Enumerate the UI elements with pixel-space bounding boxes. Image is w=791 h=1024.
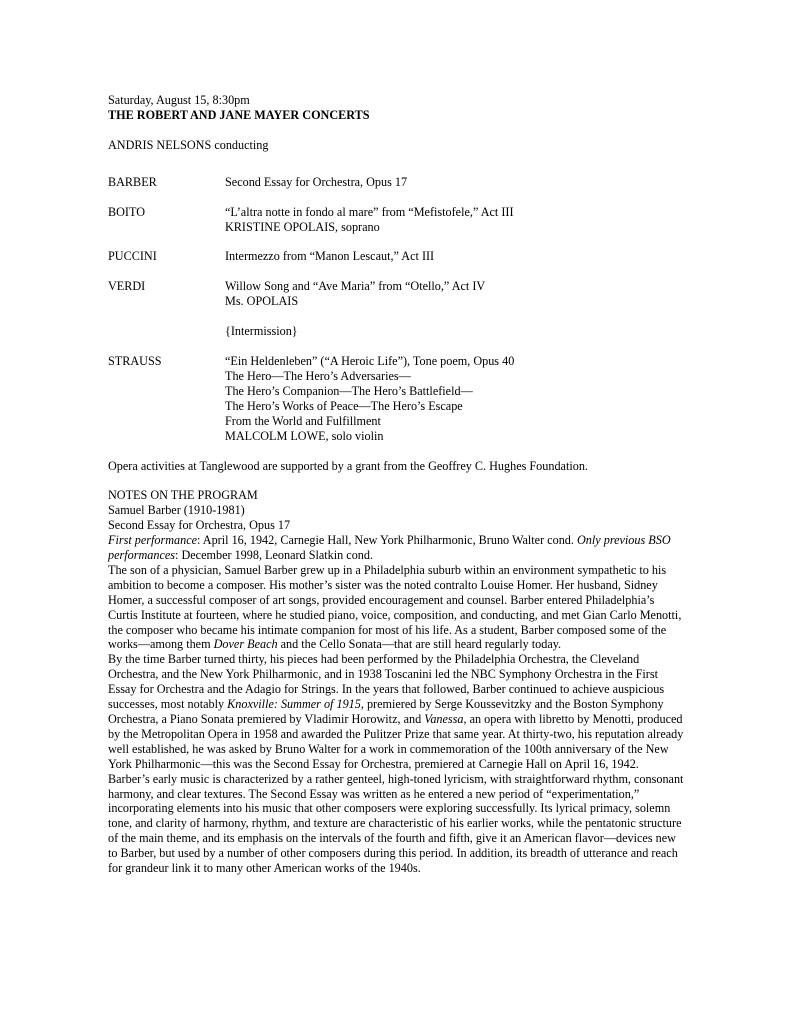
document-page xyxy=(108,93,686,876)
work-title-italic: Dover Beach xyxy=(213,637,278,652)
work-title-italic: Knoxville: Summer of 1915 xyxy=(227,697,361,712)
bso-performances-text: : December 1998, Leonard Slatkin cond. xyxy=(175,548,374,563)
first-performance-label: First performance xyxy=(108,533,198,548)
program-composer: BARBER xyxy=(108,174,157,189)
program-item-strauss xyxy=(108,354,686,443)
program-work-section: The Hero’s Companion—The Hero’s Battlefield— xyxy=(225,383,473,398)
program-performer: KRISTINE OPOLAIS, soprano xyxy=(225,219,380,234)
program-list xyxy=(108,175,686,444)
intermission-label: {Intermission} xyxy=(225,324,298,339)
program-composer xyxy=(108,324,225,339)
program-composer: VERDI xyxy=(108,279,146,294)
bso-performances-label: Only previous BSO performances xyxy=(108,533,671,563)
program-item-verdi xyxy=(108,279,686,309)
first-performance-text: : April 16, 1942, Carnegie Hall, New York Philharmonic, Bruno Walter cond. xyxy=(197,533,574,548)
paragraph-text: and the Cello Sonata—that are still heard regularly today. xyxy=(277,637,562,652)
notes-heading: NOTES ON THE PROGRAM xyxy=(108,488,258,503)
program-work: “L’altra notte in fondo al mare” from “Mefistofele,” Act III xyxy=(225,204,514,219)
program-item-boito xyxy=(108,205,686,235)
program-work-section: From the World and Fulfillment xyxy=(225,413,381,428)
notes-composer-dates: Samuel Barber (1910-1981) xyxy=(108,503,245,518)
program-composer: STRAUSS xyxy=(108,354,162,369)
program-composer: BOITO xyxy=(108,204,146,219)
paragraph-text: By the time Barber turned thirty, his pieces had been performed by the Philadelphia Orchestra, the Cleveland Orchestra, and the New York Philharmonic, and in 1938 Toscanini led the NBC Symphony Orchestra in the First Essay for Orchestra and the Adagio for Strings. In the years that followed, Barber continued to achieve auspicious successes, most notably xyxy=(108,652,665,712)
program-composer: PUCCINI xyxy=(108,249,157,264)
program-item-puccini xyxy=(108,249,686,264)
concert-series-title: THE ROBERT AND JANE MAYER CONCERTS xyxy=(108,107,370,122)
program-work-section: The Hero’s Works of Peace—The Hero’s Escape xyxy=(225,398,463,413)
program-work: Intermezzo from “Manon Lescaut,” Act III xyxy=(225,249,435,264)
paragraph-text: , an opera with libretto by Menotti, produced by the Metropolitan Opera in 1958 and awarded the Pulitzer Prize that same year. At thirty-two, his reputation already well established, he was asked by Bruno Walter for a work in commemoration of the 100th anniversary of the New York Philharmonic—this was the Second Essay for Orchestra, premiered at Carnegie Hall on April 16, 1942. xyxy=(108,712,684,771)
performance-history xyxy=(108,533,686,563)
conductor-line: ANDRIS NELSONS conducting xyxy=(108,137,269,152)
notes-paragraph-2 xyxy=(108,652,686,771)
program-intermission xyxy=(108,324,686,339)
work-title-italic: Vanessa xyxy=(424,712,464,726)
program-item-barber xyxy=(108,175,686,190)
program-performer: MALCOLM LOWE, solo violin xyxy=(225,428,384,443)
program-work: Second Essay for Orchestra, Opus 17 xyxy=(225,174,408,189)
support-note: Opera activities at Tanglewood are supported by a grant from the Geoffrey C. Hughes Foundation. xyxy=(108,458,588,473)
program-work-section: The Hero—The Hero’s Adversaries— xyxy=(225,368,411,383)
paragraph-text: The son of a physician, Samuel Barber grew up in a Philadelphia suburb within an environment sympathetic to his ambition to become a composer. His mother’s sister was the noted contralto Louise Homer. Her husband, Sidney Homer, a successful composer of art songs, provided encouragement and counsel. Barber entered Philadelphia’s Curtis Institute at fourteen, where he studied piano, voice, composition, and conducting, and met Gian Carlo Menotti, the composer who became his intimate companion for most of his life. As a student, Barber composed some of the works—among them xyxy=(108,562,682,652)
notes-paragraph-3: Barber’s early music is characterized by a rather genteel, high-toned lyricism, with straightforward rhythm, consonant harmony, and clear textures. The Second Essay was written as he entered a new period of “experimentation,” incorporating elements into his music that other composers were exploring successfully. Its lyrical primacy, solemn tone, and clarity of harmony, rhythm, and texture are characteristic of his earlier works, while the pentatonic structure of the main theme, and its emphasis on the intervals of the fourth and fifth, give it an American flavor—devices new to Barber, but used by a number of other composers during this period. In addition, its breadth of utterance and reach for grandeur link it to many other American works of the 1940s. xyxy=(108,771,684,876)
program-performer: Ms. OPOLAIS xyxy=(225,294,299,309)
concert-date: Saturday, August 15, 8:30pm xyxy=(108,93,250,107)
notes-paragraph-1 xyxy=(108,563,686,652)
notes-work-title: Second Essay for Orchestra, Opus 17 xyxy=(108,518,291,533)
paragraph-text: , premiered by Serge Koussevitzky and the Boston Symphony Orchestra, a Piano Sonata premiered by Vladimir Horowitz, and xyxy=(108,697,664,726)
program-work: Willow Song and “Ave Maria” from “Otello,” Act IV xyxy=(225,279,486,294)
program-work: “Ein Heldenleben” (“A Heroic Life”), Tone poem, Opus 40 xyxy=(225,354,515,369)
